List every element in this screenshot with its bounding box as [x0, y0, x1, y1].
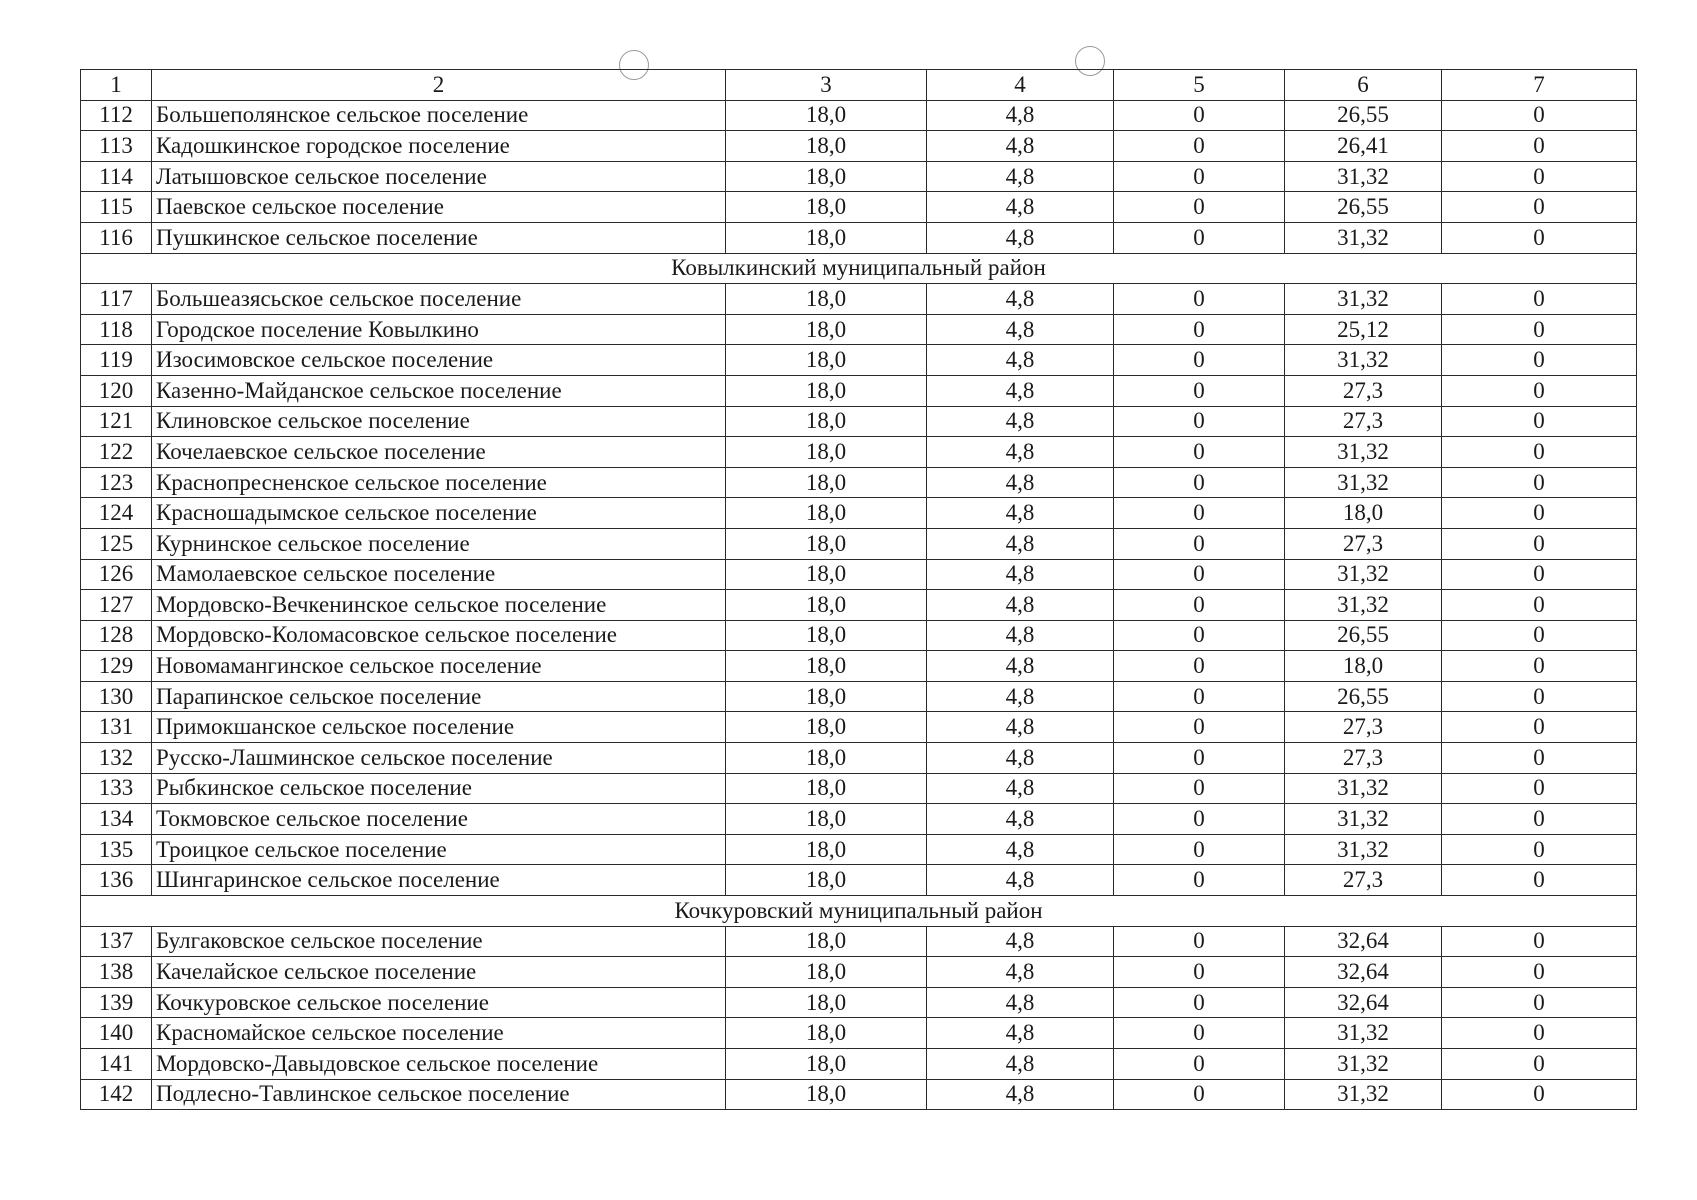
settlements-table — [80, 69, 1637, 1110]
value-cell-col4: 4,8 — [927, 528, 1114, 559]
value-cell-col6: 31,32 — [1285, 345, 1442, 376]
column-header: 6 — [1285, 70, 1442, 101]
value-cell-col5: 0 — [1114, 284, 1285, 315]
value-cell-col7: 0 — [1442, 1018, 1637, 1049]
column-header: 7 — [1442, 70, 1637, 101]
value-cell-col7: 0 — [1442, 528, 1637, 559]
table-row — [81, 559, 1637, 590]
value-cell-col4: 4,8 — [927, 743, 1114, 774]
table-row — [81, 957, 1637, 988]
settlement-name-cell: Латышовское сельское поселение — [152, 161, 726, 192]
value-cell-col6: 32,64 — [1285, 957, 1442, 988]
settlement-name-cell: Троицкое сельское поселение — [152, 834, 726, 865]
value-cell-col4: 4,8 — [927, 100, 1114, 131]
value-cell-col4: 4,8 — [927, 345, 1114, 376]
table-row — [81, 773, 1637, 804]
value-cell-col4: 4,8 — [927, 314, 1114, 345]
value-cell-col4: 4,8 — [927, 161, 1114, 192]
value-cell-col5: 0 — [1114, 743, 1285, 774]
value-cell-col3: 18,0 — [726, 284, 927, 315]
value-cell-col6: 31,32 — [1285, 1049, 1442, 1080]
value-cell-col4: 4,8 — [927, 773, 1114, 804]
value-cell-col5: 0 — [1114, 865, 1285, 896]
settlement-name-cell: Мордовско-Давыдовское сельское поселение — [152, 1049, 726, 1080]
table-row — [81, 1049, 1637, 1080]
value-cell-col6: 31,32 — [1285, 773, 1442, 804]
row-number-cell: 133 — [81, 773, 152, 804]
value-cell-col3: 18,0 — [726, 161, 927, 192]
table-row — [81, 743, 1637, 774]
value-cell-col5: 0 — [1114, 712, 1285, 743]
settlement-name-cell: Кадошкинское городское поселение — [152, 131, 726, 162]
value-cell-col3: 18,0 — [726, 131, 927, 162]
value-cell-col6: 31,32 — [1285, 467, 1442, 498]
value-cell-col6: 18,0 — [1285, 498, 1442, 529]
row-number-cell: 127 — [81, 590, 152, 621]
row-number-cell: 115 — [81, 192, 152, 223]
column-header: 2 — [152, 70, 726, 101]
row-number-cell: 136 — [81, 865, 152, 896]
district-section-row — [81, 896, 1637, 927]
row-number-cell: 135 — [81, 834, 152, 865]
value-cell-col4: 4,8 — [927, 375, 1114, 406]
column-number-header-row — [81, 70, 1637, 101]
value-cell-col4: 4,8 — [927, 1079, 1114, 1110]
table-row — [81, 284, 1637, 315]
row-number-cell: 134 — [81, 804, 152, 835]
settlement-name-cell: Городское поселение Ковылкино — [152, 314, 726, 345]
value-cell-col7: 0 — [1442, 681, 1637, 712]
value-cell-col5: 0 — [1114, 926, 1285, 957]
value-cell-col5: 0 — [1114, 773, 1285, 804]
value-cell-col4: 4,8 — [927, 131, 1114, 162]
value-cell-col3: 18,0 — [726, 620, 927, 651]
settlement-name-cell: Кочкуровское сельское поселение — [152, 987, 726, 1018]
table-row — [81, 926, 1637, 957]
table-row — [81, 681, 1637, 712]
value-cell-col7: 0 — [1442, 834, 1637, 865]
value-cell-col3: 18,0 — [726, 375, 927, 406]
value-cell-col7: 0 — [1442, 1049, 1637, 1080]
table-body — [81, 70, 1637, 1110]
settlement-name-cell: Примокшанское сельское поселение — [152, 712, 726, 743]
row-number-cell: 125 — [81, 528, 152, 559]
value-cell-col6: 18,0 — [1285, 651, 1442, 682]
row-number-cell: 122 — [81, 437, 152, 468]
settlement-name-cell: Подлесно-Тавлинское сельское поселение — [152, 1079, 726, 1110]
value-cell-col4: 4,8 — [927, 559, 1114, 590]
column-header: 5 — [1114, 70, 1285, 101]
value-cell-col7: 0 — [1442, 743, 1637, 774]
value-cell-col5: 0 — [1114, 437, 1285, 468]
value-cell-col6: 27,3 — [1285, 406, 1442, 437]
row-number-cell: 139 — [81, 987, 152, 1018]
value-cell-col5: 0 — [1114, 100, 1285, 131]
settlement-name-cell: Парапинское сельское поселение — [152, 681, 726, 712]
row-number-cell: 113 — [81, 131, 152, 162]
value-cell-col3: 18,0 — [726, 834, 927, 865]
row-number-cell: 132 — [81, 743, 152, 774]
value-cell-col3: 18,0 — [726, 437, 927, 468]
row-number-cell: 116 — [81, 222, 152, 253]
value-cell-col7: 0 — [1442, 987, 1637, 1018]
value-cell-col6: 31,32 — [1285, 834, 1442, 865]
column-header: 3 — [726, 70, 927, 101]
value-cell-col7: 0 — [1442, 926, 1637, 957]
row-number-cell: 123 — [81, 467, 152, 498]
value-cell-col7: 0 — [1442, 375, 1637, 406]
value-cell-col3: 18,0 — [726, 957, 927, 988]
value-cell-col6: 32,64 — [1285, 987, 1442, 1018]
value-cell-col6: 26,55 — [1285, 620, 1442, 651]
value-cell-col7: 0 — [1442, 192, 1637, 223]
value-cell-col7: 0 — [1442, 498, 1637, 529]
district-title: Ковылкинский муниципальный район — [81, 253, 1637, 284]
table-row — [81, 620, 1637, 651]
value-cell-col3: 18,0 — [726, 865, 927, 896]
value-cell-col7: 0 — [1442, 406, 1637, 437]
settlement-name-cell: Красномайское сельское поселение — [152, 1018, 726, 1049]
value-cell-col4: 4,8 — [927, 284, 1114, 315]
table-row — [81, 498, 1637, 529]
row-number-cell: 112 — [81, 100, 152, 131]
row-number-cell: 119 — [81, 345, 152, 376]
value-cell-col6: 25,12 — [1285, 314, 1442, 345]
value-cell-col6: 26,41 — [1285, 131, 1442, 162]
value-cell-col3: 18,0 — [726, 804, 927, 835]
value-cell-col7: 0 — [1442, 651, 1637, 682]
value-cell-col5: 0 — [1114, 467, 1285, 498]
settlement-name-cell: Новомамангинское сельское поселение — [152, 651, 726, 682]
settlement-name-cell: Рыбкинское сельское поселение — [152, 773, 726, 804]
row-number-cell: 117 — [81, 284, 152, 315]
value-cell-col6: 31,32 — [1285, 590, 1442, 621]
value-cell-col3: 18,0 — [726, 100, 927, 131]
table-row — [81, 467, 1637, 498]
row-number-cell: 142 — [81, 1079, 152, 1110]
value-cell-col4: 4,8 — [927, 406, 1114, 437]
value-cell-col6: 27,3 — [1285, 743, 1442, 774]
settlement-name-cell: Казенно-Майданское сельское поселение — [152, 375, 726, 406]
value-cell-col6: 31,32 — [1285, 1079, 1442, 1110]
value-cell-col4: 4,8 — [927, 957, 1114, 988]
value-cell-col3: 18,0 — [726, 773, 927, 804]
value-cell-col3: 18,0 — [726, 712, 927, 743]
row-number-cell: 118 — [81, 314, 152, 345]
value-cell-col5: 0 — [1114, 987, 1285, 1018]
value-cell-col7: 0 — [1442, 314, 1637, 345]
value-cell-col5: 0 — [1114, 345, 1285, 376]
value-cell-col4: 4,8 — [927, 712, 1114, 743]
settlement-name-cell: Мордовско-Вечкенинское сельское поселение — [152, 590, 726, 621]
value-cell-col4: 4,8 — [927, 834, 1114, 865]
value-cell-col3: 18,0 — [726, 222, 927, 253]
value-cell-col6: 31,32 — [1285, 161, 1442, 192]
value-cell-col7: 0 — [1442, 773, 1637, 804]
value-cell-col3: 18,0 — [726, 1049, 927, 1080]
settlement-name-cell: Курнинское сельское поселение — [152, 528, 726, 559]
settlement-name-cell: Клиновское сельское поселение — [152, 406, 726, 437]
district-section-row — [81, 253, 1637, 284]
value-cell-col5: 0 — [1114, 834, 1285, 865]
value-cell-col5: 0 — [1114, 651, 1285, 682]
settlement-name-cell: Большеазясьское сельское поселение — [152, 284, 726, 315]
value-cell-col3: 18,0 — [726, 743, 927, 774]
value-cell-col3: 18,0 — [726, 590, 927, 621]
value-cell-col3: 18,0 — [726, 406, 927, 437]
value-cell-col3: 18,0 — [726, 345, 927, 376]
value-cell-col6: 27,3 — [1285, 375, 1442, 406]
settlement-name-cell: Булгаковское сельское поселение — [152, 926, 726, 957]
column-header: 4 — [927, 70, 1114, 101]
value-cell-col3: 18,0 — [726, 498, 927, 529]
table-row — [81, 375, 1637, 406]
value-cell-col4: 4,8 — [927, 192, 1114, 223]
value-cell-col5: 0 — [1114, 681, 1285, 712]
value-cell-col3: 18,0 — [726, 528, 927, 559]
settlement-name-cell: Большеполянское сельское поселение — [152, 100, 726, 131]
value-cell-col3: 18,0 — [726, 651, 927, 682]
table-row — [81, 712, 1637, 743]
value-cell-col5: 0 — [1114, 192, 1285, 223]
value-cell-col6: 27,3 — [1285, 528, 1442, 559]
table-row — [81, 528, 1637, 559]
value-cell-col6: 26,55 — [1285, 100, 1442, 131]
value-cell-col3: 18,0 — [726, 1018, 927, 1049]
value-cell-col5: 0 — [1114, 1049, 1285, 1080]
value-cell-col5: 0 — [1114, 314, 1285, 345]
value-cell-col3: 18,0 — [726, 681, 927, 712]
value-cell-col5: 0 — [1114, 559, 1285, 590]
settlement-name-cell: Кочелаевское сельское поселение — [152, 437, 726, 468]
row-number-cell: 138 — [81, 957, 152, 988]
table-row — [81, 804, 1637, 835]
value-cell-col5: 0 — [1114, 957, 1285, 988]
value-cell-col4: 4,8 — [927, 651, 1114, 682]
table-row — [81, 131, 1637, 162]
table-row — [81, 406, 1637, 437]
value-cell-col4: 4,8 — [927, 590, 1114, 621]
table-row — [81, 345, 1637, 376]
value-cell-col7: 0 — [1442, 100, 1637, 131]
value-cell-col7: 0 — [1442, 1079, 1637, 1110]
row-number-cell: 130 — [81, 681, 152, 712]
value-cell-col7: 0 — [1442, 620, 1637, 651]
value-cell-col6: 26,55 — [1285, 192, 1442, 223]
value-cell-col5: 0 — [1114, 620, 1285, 651]
row-number-cell: 140 — [81, 1018, 152, 1049]
value-cell-col4: 4,8 — [927, 681, 1114, 712]
value-cell-col5: 0 — [1114, 161, 1285, 192]
value-cell-col7: 0 — [1442, 437, 1637, 468]
row-number-cell: 121 — [81, 406, 152, 437]
value-cell-col7: 0 — [1442, 804, 1637, 835]
value-cell-col7: 0 — [1442, 559, 1637, 590]
value-cell-col6: 31,32 — [1285, 559, 1442, 590]
value-cell-col7: 0 — [1442, 467, 1637, 498]
value-cell-col6: 27,3 — [1285, 712, 1442, 743]
value-cell-col4: 4,8 — [927, 222, 1114, 253]
table-row — [81, 834, 1637, 865]
settlement-name-cell: Паевское сельское поселение — [152, 192, 726, 223]
row-number-cell: 129 — [81, 651, 152, 682]
settlement-name-cell: Пушкинское сельское поселение — [152, 222, 726, 253]
settlement-name-cell: Красношадымское сельское поселение — [152, 498, 726, 529]
row-number-cell: 126 — [81, 559, 152, 590]
value-cell-col4: 4,8 — [927, 437, 1114, 468]
value-cell-col6: 31,32 — [1285, 284, 1442, 315]
value-cell-col4: 4,8 — [927, 1049, 1114, 1080]
table-row — [81, 865, 1637, 896]
value-cell-col6: 26,55 — [1285, 681, 1442, 712]
value-cell-col4: 4,8 — [927, 926, 1114, 957]
value-cell-col5: 0 — [1114, 375, 1285, 406]
value-cell-col3: 18,0 — [726, 467, 927, 498]
value-cell-col3: 18,0 — [726, 314, 927, 345]
settlement-name-cell: Изосимовское сельское поселение — [152, 345, 726, 376]
row-number-cell: 114 — [81, 161, 152, 192]
table-row — [81, 987, 1637, 1018]
table-row — [81, 590, 1637, 621]
table-row — [81, 1018, 1637, 1049]
value-cell-col7: 0 — [1442, 712, 1637, 743]
value-cell-col5: 0 — [1114, 1079, 1285, 1110]
row-number-cell: 131 — [81, 712, 152, 743]
value-cell-col5: 0 — [1114, 406, 1285, 437]
value-cell-col4: 4,8 — [927, 498, 1114, 529]
value-cell-col5: 0 — [1114, 528, 1285, 559]
value-cell-col5: 0 — [1114, 131, 1285, 162]
value-cell-col7: 0 — [1442, 131, 1637, 162]
value-cell-col7: 0 — [1442, 957, 1637, 988]
settlement-name-cell: Шингаринское сельское поселение — [152, 865, 726, 896]
value-cell-col3: 18,0 — [726, 192, 927, 223]
value-cell-col5: 0 — [1114, 498, 1285, 529]
value-cell-col4: 4,8 — [927, 620, 1114, 651]
value-cell-col3: 18,0 — [726, 987, 927, 1018]
value-cell-col6: 32,64 — [1285, 926, 1442, 957]
table-row — [81, 437, 1637, 468]
settlement-name-cell: Мамолаевское сельское поселение — [152, 559, 726, 590]
value-cell-col7: 0 — [1442, 345, 1637, 376]
value-cell-col5: 0 — [1114, 222, 1285, 253]
table-row — [81, 1079, 1637, 1110]
settlement-name-cell: Токмовское сельское поселение — [152, 804, 726, 835]
table-row — [81, 651, 1637, 682]
table-row — [81, 222, 1637, 253]
row-number-cell: 128 — [81, 620, 152, 651]
settlement-name-cell: Краснопресненское сельское поселение — [152, 467, 726, 498]
value-cell-col3: 18,0 — [726, 926, 927, 957]
row-number-cell: 124 — [81, 498, 152, 529]
value-cell-col4: 4,8 — [927, 865, 1114, 896]
value-cell-col5: 0 — [1114, 804, 1285, 835]
value-cell-col4: 4,8 — [927, 467, 1114, 498]
value-cell-col5: 0 — [1114, 1018, 1285, 1049]
value-cell-col7: 0 — [1442, 865, 1637, 896]
value-cell-col6: 31,32 — [1285, 222, 1442, 253]
value-cell-col7: 0 — [1442, 284, 1637, 315]
row-number-cell: 141 — [81, 1049, 152, 1080]
value-cell-col7: 0 — [1442, 222, 1637, 253]
value-cell-col3: 18,0 — [726, 1079, 927, 1110]
table-row — [81, 100, 1637, 131]
value-cell-col7: 0 — [1442, 161, 1637, 192]
district-title: Кочкуровский муниципальный район — [81, 896, 1637, 927]
value-cell-col6: 27,3 — [1285, 865, 1442, 896]
value-cell-col5: 0 — [1114, 590, 1285, 621]
value-cell-col6: 31,32 — [1285, 1018, 1442, 1049]
table-row — [81, 161, 1637, 192]
table-row — [81, 192, 1637, 223]
value-cell-col6: 31,32 — [1285, 437, 1442, 468]
value-cell-col7: 0 — [1442, 590, 1637, 621]
settlement-name-cell: Качелайское сельское поселение — [152, 957, 726, 988]
value-cell-col4: 4,8 — [927, 804, 1114, 835]
settlement-name-cell: Русско-Лашминское сельское поселение — [152, 743, 726, 774]
value-cell-col4: 4,8 — [927, 987, 1114, 1018]
row-number-cell: 120 — [81, 375, 152, 406]
column-header: 1 — [81, 70, 152, 101]
value-cell-col6: 31,32 — [1285, 804, 1442, 835]
value-cell-col4: 4,8 — [927, 1018, 1114, 1049]
value-cell-col3: 18,0 — [726, 559, 927, 590]
settlement-name-cell: Мордовско-Коломасовское сельское поселение — [152, 620, 726, 651]
table-row — [81, 314, 1637, 345]
row-number-cell: 137 — [81, 926, 152, 957]
